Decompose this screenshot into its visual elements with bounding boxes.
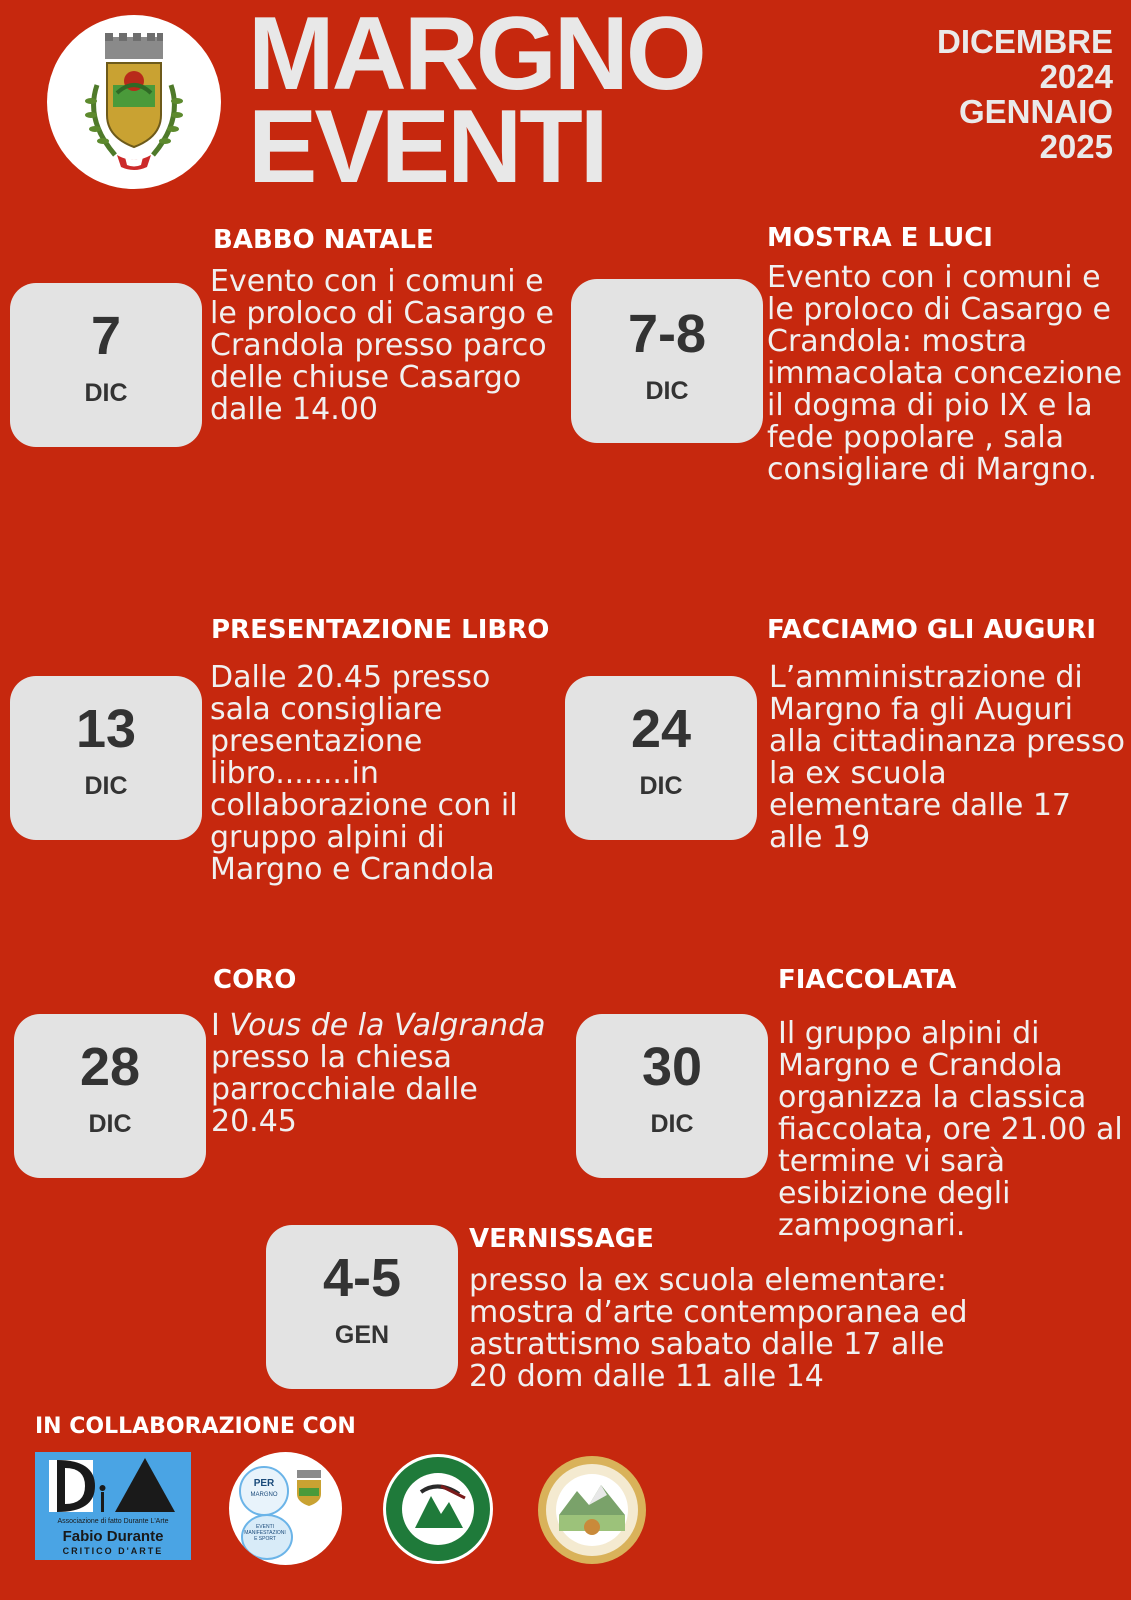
- event-title: FIACCOLATA: [778, 965, 957, 995]
- event-description: Evento con i comuni e le proloco di Casargo e Crandola presso parco delle chiuse Casargo dalle 14.00: [210, 264, 554, 427]
- logo-per-text: PER: [253, 1478, 275, 1489]
- date-day: 7: [90, 306, 122, 366]
- date-day: 28: [79, 1037, 141, 1097]
- event-title: BABBO NATALE: [213, 225, 434, 255]
- logo-association-text: Associazione di fatto Durante L'Arte: [57, 1518, 169, 1525]
- period-month-2: GENNAIO: [958, 93, 1113, 130]
- logo-margno-text: MARGNO: [250, 1492, 278, 1498]
- event-title: PRESENTAZIONE LIBRO: [211, 615, 550, 645]
- logo-per-circle: [239, 1466, 289, 1516]
- event-title: CORO: [213, 965, 297, 995]
- date-day: 4-5: [322, 1248, 402, 1308]
- date-day: 13: [75, 699, 137, 759]
- period-month-1: DICEMBRE: [936, 23, 1113, 60]
- date-box: [10, 676, 202, 840]
- period-label: [937, 24, 1113, 164]
- title-line-1: MARGNO: [248, 0, 704, 112]
- event-title: VERNISSAGE: [469, 1224, 654, 1254]
- date-box: [266, 1225, 458, 1389]
- vous-valgranda-logo: [537, 1455, 647, 1565]
- date-month: DIC: [88, 1110, 132, 1138]
- date-box: [565, 676, 757, 840]
- logo-name-text: Fabio Durante: [62, 1528, 164, 1545]
- event-description: L’amministrazione di Margno fa gli Auguri alla cittadinanza presso la ex scuola elementare dalle 17 alle 19: [769, 660, 1125, 855]
- event-description-choir-name: Vous de la Valgranda: [229, 1008, 546, 1043]
- date-month: DIC: [84, 772, 128, 800]
- event-description-prefix: I: [211, 1008, 230, 1043]
- date-day: 30: [641, 1037, 703, 1097]
- fabio-durante-logo: [35, 1452, 191, 1560]
- collaboration-heading: IN COLLABORAZIONE CON: [35, 1414, 356, 1439]
- choir-emblem-icon: [537, 1455, 647, 1565]
- logo-subtitle-text: CRITICO D'ARTE: [62, 1546, 164, 1556]
- date-box: [576, 1014, 768, 1178]
- coat-of-arms-icon: [291, 1468, 327, 1508]
- event-title: MOSTRA E LUCI: [767, 223, 993, 253]
- per-margno-logo: [229, 1452, 342, 1565]
- logo-events-text: EVENTI MANIFESTAZIONI E SPORT: [244, 1524, 286, 1542]
- date-month: DIC: [645, 377, 689, 405]
- period-year-2: 2025: [1039, 128, 1113, 165]
- municipal-emblem: [47, 15, 221, 189]
- event-title: FACCIAMO GLI AUGURI: [767, 615, 1097, 645]
- coat-of-arms-icon: [47, 15, 221, 189]
- event-description: Dalle 20.45 presso sala consigliare presentazione libro........in collaborazione con il gruppo alpini di Margno e Crandola: [210, 660, 518, 887]
- alpini-emblem-icon: [381, 1452, 495, 1566]
- date-month: GEN: [334, 1321, 390, 1349]
- date-month: DIC: [639, 772, 683, 800]
- date-day: 24: [630, 699, 692, 759]
- triangle-icon: [35, 1452, 191, 1516]
- event-description: Il gruppo alpini di Margno e Crandola organizza la classica fiaccolata, ore 21.00 al termine vi sarà esibizione degli zampognari.: [778, 1016, 1123, 1243]
- event-description: Evento con i comuni e le proloco di Casargo e Crandola: mostra immacolata concezione il dogma di pio IX e la fede popolare , sala consigliare di Margno.: [767, 260, 1123, 487]
- date-month: DIC: [84, 379, 128, 407]
- page-title: [248, 0, 704, 205]
- period-year-1: 2024: [1039, 58, 1113, 95]
- date-box: [571, 279, 763, 443]
- date-box: [14, 1014, 206, 1178]
- alpini-logo: [381, 1452, 495, 1566]
- date-box: [10, 283, 202, 447]
- title-line-2: EVENTI: [248, 89, 606, 205]
- event-description-suffix: presso la chiesa parrocchiale dalle 20.45: [211, 1040, 478, 1139]
- event-description: [211, 1010, 546, 1138]
- date-month: DIC: [650, 1110, 694, 1138]
- date-day: 7-8: [627, 304, 707, 364]
- event-description: presso la ex scuola elementare: mostra d’arte contemporanea ed astrattismo sabato dalle 17 alle 20 dom dalle 11 alle 14: [469, 1263, 968, 1394]
